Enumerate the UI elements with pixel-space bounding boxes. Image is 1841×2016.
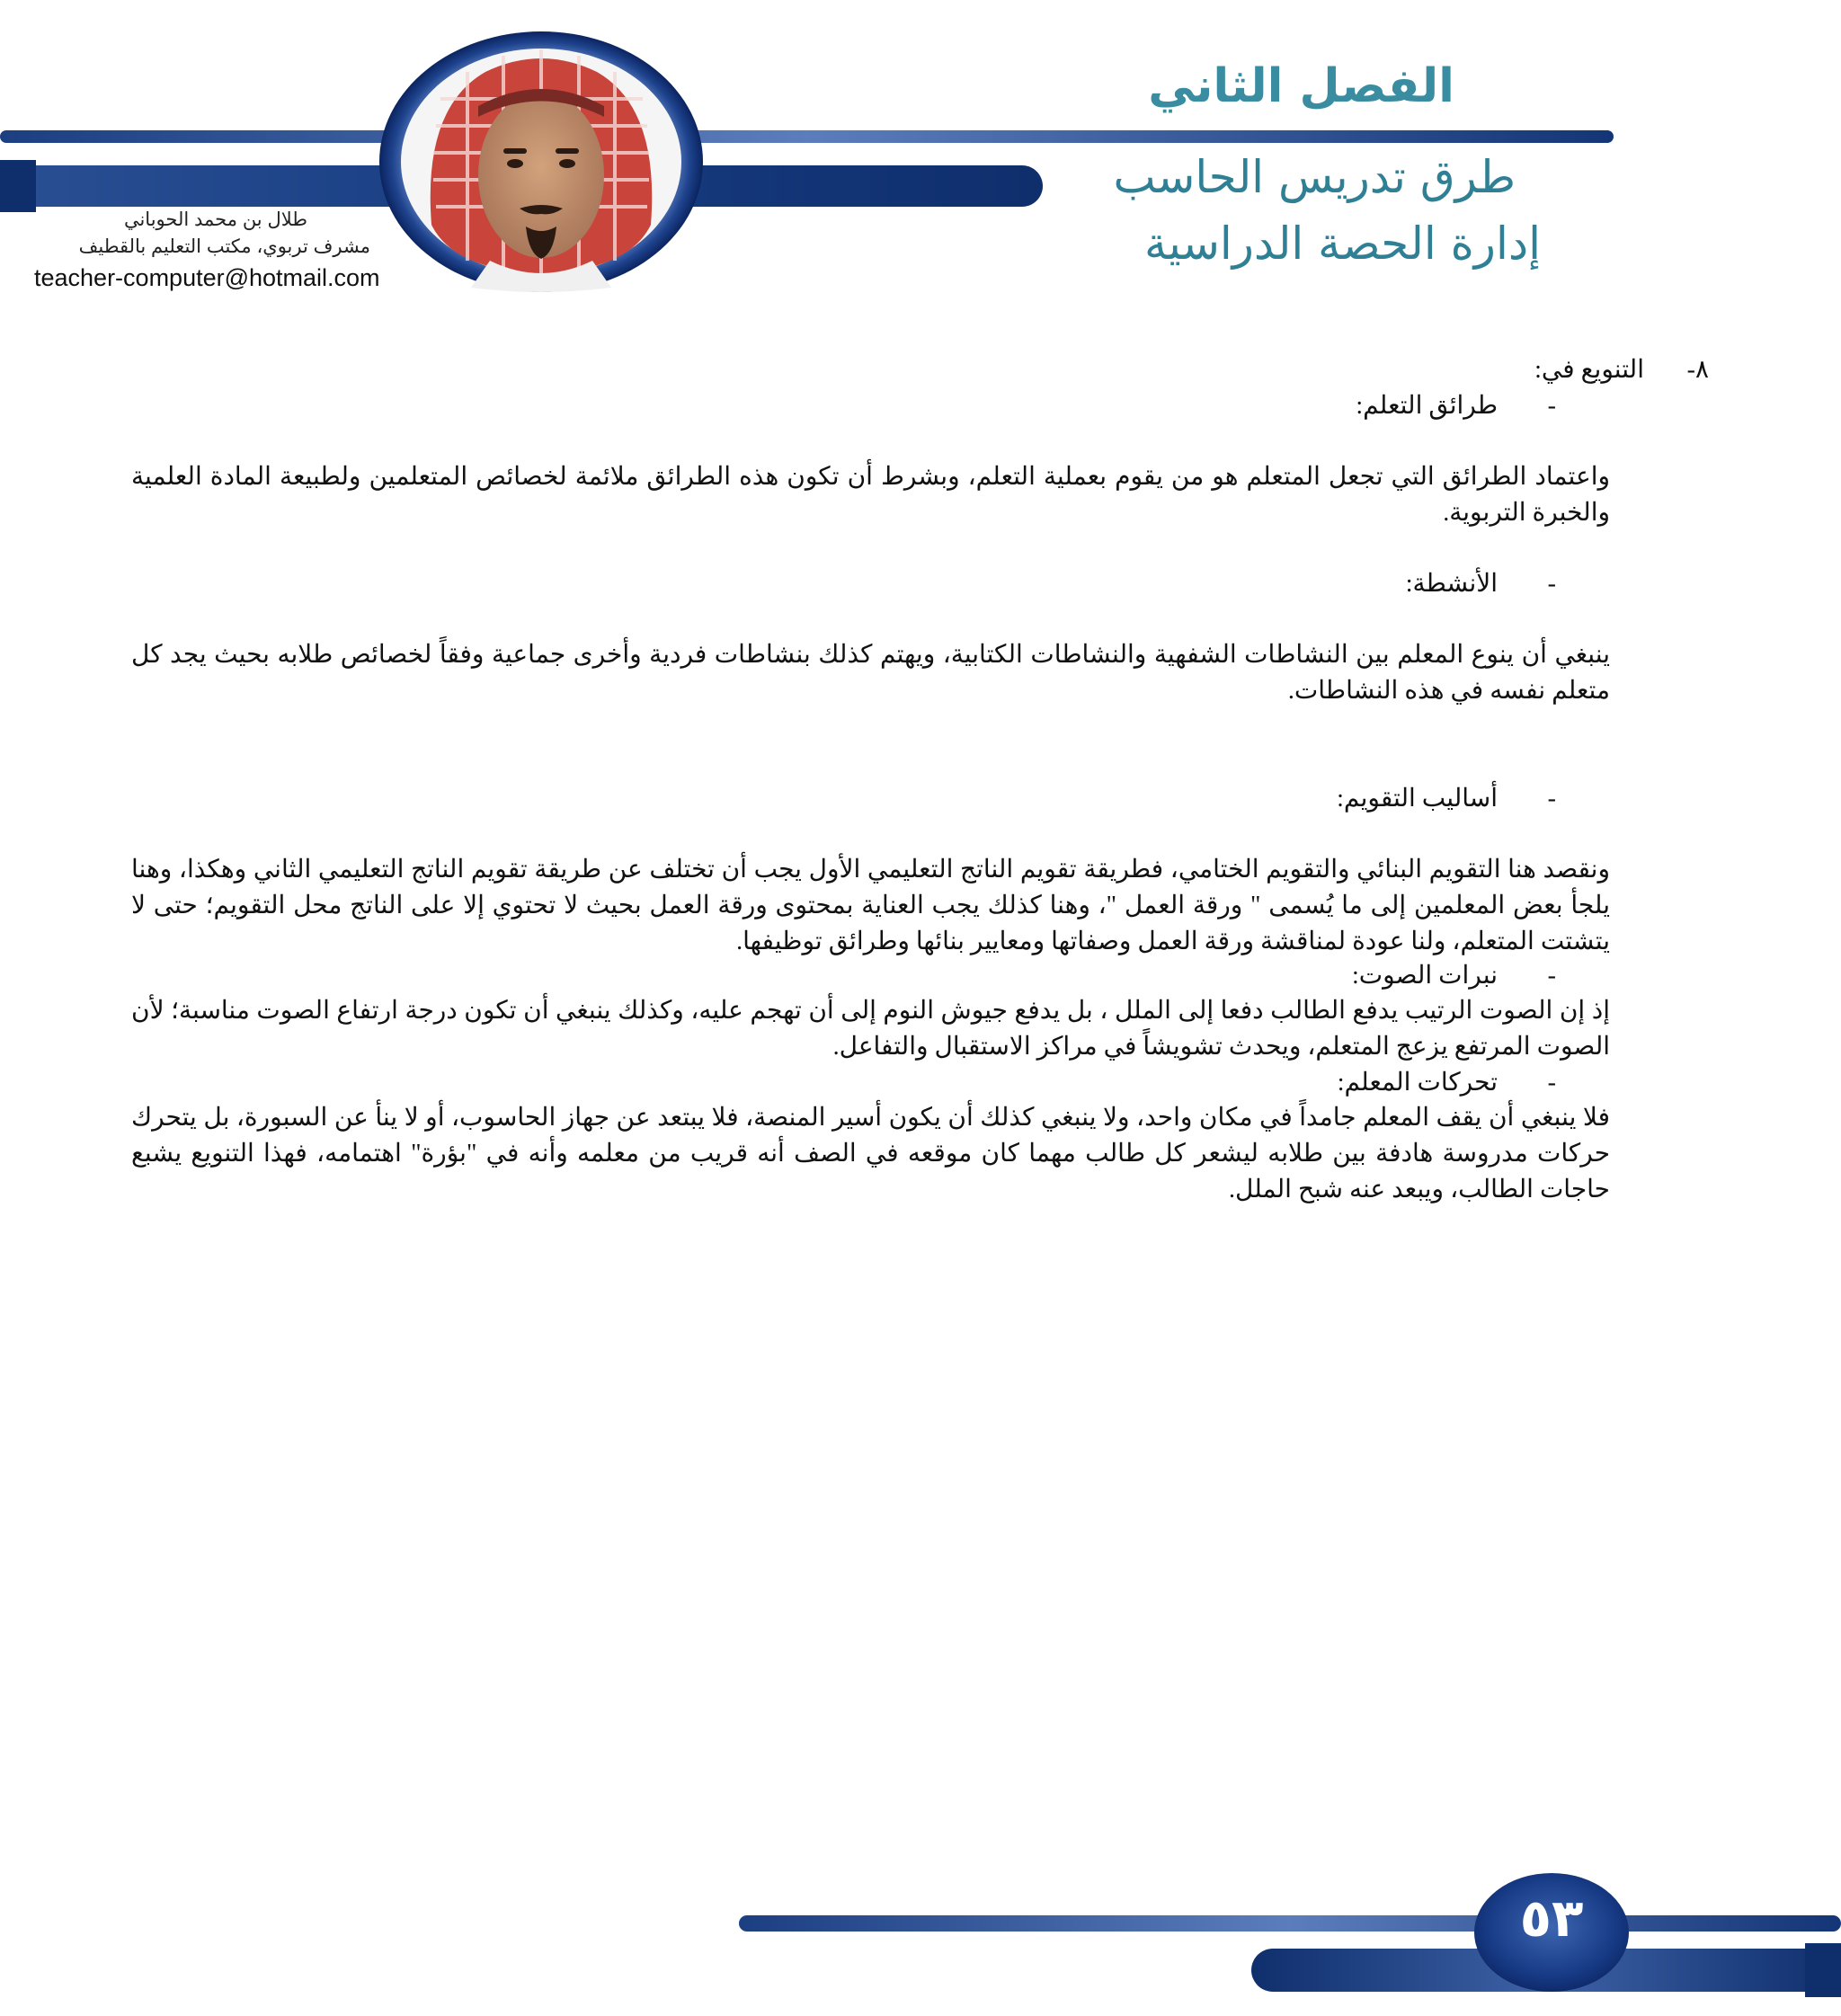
bullet-dash: -	[1547, 570, 1556, 598]
section-heading-text: تحركات المعلم:	[1337, 1069, 1498, 1097]
bullet-dash: -	[1547, 785, 1556, 813]
section-heading-text: نبرات الصوت:	[1351, 962, 1498, 990]
item-heading-text: التنويع في:	[1534, 356, 1644, 384]
author-name: طلال بن محمد الحوباني	[123, 209, 307, 230]
section-body: ونقصد هنا التقويم البنائي والتقويم الختامي، فطريقة تقويم الناتج التعليمي الأول يجب أن تختلف عن طريقة تقويم الناتج التعليمي الثاني وهكذا، وهنا يلجأ بعض المعلمين إلى ما يُسمى " ورقة العمل "، وهنا كذلك يجب العناية بمحتوى ورقة العمل بحيث لا تحتوي إلا على الناتج محل التقويم؛ حتى لا يتشتت المتعلم، ولنا عودة لمناقشة ورقة العمل وصفاتها ومعايير بنائها وطرائق توظيفها.	[131, 856, 1610, 955]
author-email: teacher-computer@hotmail.com	[34, 264, 380, 291]
course-title: طرق تدريس الحاسب	[1113, 151, 1516, 203]
section-heading-text: أساليب التقويم:	[1337, 785, 1498, 813]
section-body: واعتماد الطرائق التي تجعل المتعلم هو من يقوم بعملية التعلم، وبشرط أن تكون هذه الطرائق ملائمة لخصائص المتعلمين ولطبيعة المادة العلمية والخبرة التربوية.	[131, 463, 1610, 527]
bullet-dash: -	[1547, 1069, 1556, 1097]
section-body: فلا ينبغي أن يقف المعلم جامداً في مكان واحد، ولا ينبغي كذلك أن يكون أسير المنصة، فلا يبتعد عن جهاز الحاسوب، أو لا ينأ عن السبورة، بل يتحرك حركات مدروسة هادفة بين طلابه ليشعر كل طالب مهما كان موقعه في الصف أنه قريب من معلمه وأنه في "بؤرة" اهتمامه، فهذا التنويع يشبع حاجات الطالب، ويبعد عنه شبح الملل.	[131, 1104, 1610, 1203]
bullet-dash: -	[1547, 962, 1556, 990]
page-number: ٥٣	[1519, 1887, 1584, 1949]
author-role: مشرف تربوي، مكتب التعليم بالقطيف	[78, 236, 370, 257]
author-photo	[379, 31, 703, 292]
chapter-title: الفصل الثاني	[1148, 59, 1454, 113]
section-body: إذ إن الصوت الرتيب يدفع الطالب دفعا إلى الملل ، بل يدفع جيوش النوم إلى أن تهجم عليه، وكذلك ينبغي أن تكون درجة ارتفاع الصوت مناسبة؛ لأن الصوت المرتفع يزعج المتعلم، ويحدث تشويشاً في مراكز الاستقبال والتفاعل.	[131, 997, 1610, 1061]
section-heading-text: طرائق التعلم:	[1356, 392, 1498, 420]
item-number: ٨-	[1686, 356, 1709, 384]
bullet-dash: -	[1547, 392, 1556, 420]
section-body: ينبغي أن ينوع المعلم بين النشاطات الشفهية والنشاطات الكتابية، ويهتم كذلك بنشاطات فردية وأخرى جماعية وفقاً لخصائص طلابه بحيث يجد كل متعلم نفسه في هذه النشاطات.	[131, 641, 1610, 705]
section-heading-text: الأنشطة:	[1405, 570, 1498, 598]
lesson-title: إدارة الحصة الدراسية	[1144, 218, 1541, 270]
